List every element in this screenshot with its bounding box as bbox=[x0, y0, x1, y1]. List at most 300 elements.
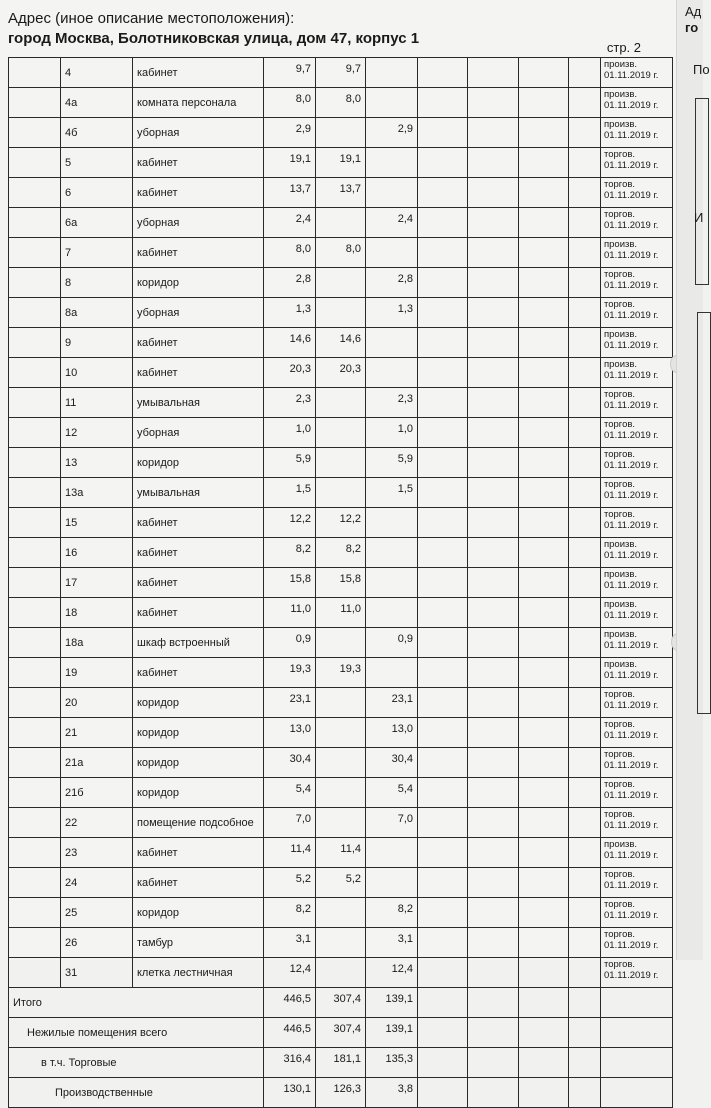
cell-blank bbox=[569, 688, 601, 718]
room-date: 01.11.2019 г. bbox=[604, 610, 659, 621]
room-purpose: торгов. bbox=[604, 389, 636, 400]
summary-total: 130,1 bbox=[264, 1078, 316, 1108]
room-date: 01.11.2019 г. bbox=[604, 70, 659, 81]
area-aux bbox=[366, 508, 418, 538]
area-aux bbox=[366, 88, 418, 118]
room-purpose: торгов. bbox=[604, 509, 636, 520]
cell-blank bbox=[418, 898, 468, 928]
area-total: 2,3 bbox=[264, 388, 316, 418]
cell-blank bbox=[418, 868, 468, 898]
room-purpose: торгов. bbox=[604, 179, 636, 190]
cell-blank bbox=[418, 148, 468, 178]
cell-blank bbox=[468, 778, 519, 808]
cell-blank bbox=[9, 298, 61, 328]
summary-aux: 135,3 bbox=[366, 1048, 418, 1078]
cell-blank bbox=[468, 208, 519, 238]
room-number: 11 bbox=[61, 388, 133, 418]
cell-blank bbox=[569, 898, 601, 928]
adjacent-page-text: го bbox=[685, 20, 699, 35]
room-date: 01.11.2019 г. bbox=[604, 340, 659, 351]
cell-blank bbox=[468, 178, 519, 208]
cell-blank bbox=[9, 958, 61, 988]
adjacent-page-text: Ад bbox=[685, 4, 702, 19]
room-name: коридор bbox=[133, 898, 264, 928]
room-purpose: торгов. bbox=[604, 299, 636, 310]
room-name: кабинет bbox=[133, 838, 264, 868]
room-number: 6а bbox=[61, 208, 133, 238]
cell-blank bbox=[569, 718, 601, 748]
summary-total: 446,5 bbox=[264, 988, 316, 1018]
cell-blank bbox=[418, 838, 468, 868]
cell-blank bbox=[519, 448, 569, 478]
area-total: 8,2 bbox=[264, 538, 316, 568]
area-main bbox=[316, 778, 366, 808]
room-name: уборная bbox=[133, 418, 264, 448]
room-name: кабинет bbox=[133, 148, 264, 178]
table-row bbox=[9, 208, 673, 238]
area-aux bbox=[366, 838, 418, 868]
cell-blank bbox=[519, 958, 569, 988]
cell-blank bbox=[468, 808, 519, 838]
table-row bbox=[9, 358, 673, 388]
cell-blank bbox=[569, 628, 601, 658]
table-row bbox=[9, 688, 673, 718]
area-aux bbox=[366, 538, 418, 568]
cell-blank bbox=[569, 508, 601, 538]
area-main bbox=[316, 748, 366, 778]
cell-blank bbox=[9, 148, 61, 178]
room-number: 31 bbox=[61, 958, 133, 988]
cell-blank bbox=[468, 748, 519, 778]
cell-blank bbox=[418, 808, 468, 838]
cell-blank bbox=[519, 208, 569, 238]
cell-blank bbox=[519, 388, 569, 418]
cell-blank bbox=[569, 958, 601, 988]
area-aux bbox=[366, 178, 418, 208]
adjacent-page-edge bbox=[676, 0, 710, 960]
cell-blank bbox=[569, 268, 601, 298]
cell-blank bbox=[418, 1048, 468, 1078]
room-number: 25 bbox=[61, 898, 133, 928]
room-number: 17 bbox=[61, 568, 133, 598]
room-note bbox=[601, 238, 673, 268]
room-purpose: произв. bbox=[604, 659, 638, 670]
room-name: кабинет bbox=[133, 178, 264, 208]
area-main bbox=[316, 958, 366, 988]
cell-blank bbox=[9, 328, 61, 358]
cell-blank bbox=[569, 328, 601, 358]
cell-blank bbox=[9, 58, 61, 88]
room-date: 01.11.2019 г. bbox=[604, 640, 659, 651]
table-row bbox=[9, 958, 673, 988]
table-row bbox=[9, 898, 673, 928]
cell-blank bbox=[468, 148, 519, 178]
room-date: 01.11.2019 г. bbox=[604, 550, 659, 561]
room-number: 18 bbox=[61, 598, 133, 628]
room-name: кабинет bbox=[133, 568, 264, 598]
table-row bbox=[9, 808, 673, 838]
room-purpose: торгов. bbox=[604, 149, 636, 160]
summary-label: в т.ч. Торговые bbox=[9, 1048, 264, 1078]
room-name: кабинет bbox=[133, 328, 264, 358]
cell-blank bbox=[468, 238, 519, 268]
cell-blank bbox=[468, 598, 519, 628]
summary-table-body bbox=[9, 988, 673, 1108]
room-date: 01.11.2019 г. bbox=[604, 250, 659, 261]
room-date: 01.11.2019 г. bbox=[604, 220, 659, 231]
room-note bbox=[601, 928, 673, 958]
cell-blank bbox=[9, 238, 61, 268]
summary-aux: 139,1 bbox=[366, 988, 418, 1018]
room-number: 13а bbox=[61, 478, 133, 508]
area-total: 3,1 bbox=[264, 928, 316, 958]
cell-blank bbox=[569, 808, 601, 838]
cell-blank bbox=[601, 1078, 673, 1108]
cell-blank bbox=[9, 88, 61, 118]
cell-blank bbox=[519, 568, 569, 598]
cell-blank bbox=[9, 268, 61, 298]
cell-blank bbox=[9, 508, 61, 538]
cell-blank bbox=[9, 928, 61, 958]
cell-blank bbox=[519, 1018, 569, 1048]
cell-blank bbox=[468, 388, 519, 418]
area-aux bbox=[366, 58, 418, 88]
room-date: 01.11.2019 г. bbox=[604, 670, 659, 681]
area-total: 8,2 bbox=[264, 898, 316, 928]
table-row bbox=[9, 418, 673, 448]
area-aux: 1,5 bbox=[366, 478, 418, 508]
table-row bbox=[9, 928, 673, 958]
cell-blank bbox=[418, 268, 468, 298]
cell-blank bbox=[418, 58, 468, 88]
room-purpose: торгов. bbox=[604, 899, 636, 910]
cell-blank bbox=[519, 778, 569, 808]
cell-blank bbox=[418, 748, 468, 778]
area-aux: 1,0 bbox=[366, 418, 418, 448]
area-aux: 8,2 bbox=[366, 898, 418, 928]
cell-blank bbox=[519, 718, 569, 748]
cell-blank bbox=[418, 88, 468, 118]
cell-blank bbox=[418, 298, 468, 328]
cell-blank bbox=[569, 238, 601, 268]
area-total: 11,4 bbox=[264, 838, 316, 868]
room-note bbox=[601, 598, 673, 628]
cell-blank bbox=[9, 478, 61, 508]
room-number: 26 bbox=[61, 928, 133, 958]
room-date: 01.11.2019 г. bbox=[604, 910, 659, 921]
room-number: 21 bbox=[61, 718, 133, 748]
room-name: коридор bbox=[133, 268, 264, 298]
area-main: 20,3 bbox=[316, 358, 366, 388]
room-date: 01.11.2019 г. bbox=[604, 760, 659, 771]
area-main bbox=[316, 208, 366, 238]
cell-blank bbox=[569, 178, 601, 208]
room-note bbox=[601, 88, 673, 118]
room-note bbox=[601, 958, 673, 988]
cell-blank bbox=[468, 958, 519, 988]
table-row bbox=[9, 388, 673, 418]
room-date: 01.11.2019 г. bbox=[604, 580, 659, 591]
room-note bbox=[601, 448, 673, 478]
area-main bbox=[316, 418, 366, 448]
area-total: 11,0 bbox=[264, 598, 316, 628]
cell-blank bbox=[569, 118, 601, 148]
room-date: 01.11.2019 г. bbox=[604, 940, 659, 951]
cell-blank bbox=[418, 448, 468, 478]
cell-blank bbox=[9, 808, 61, 838]
cell-blank bbox=[519, 748, 569, 778]
table-row bbox=[9, 328, 673, 358]
area-main: 12,2 bbox=[316, 508, 366, 538]
cell-blank bbox=[468, 328, 519, 358]
area-main bbox=[316, 628, 366, 658]
room-purpose: торгов. bbox=[604, 689, 636, 700]
room-date: 01.11.2019 г. bbox=[604, 400, 659, 411]
cell-blank bbox=[468, 1078, 519, 1108]
area-aux bbox=[366, 328, 418, 358]
room-note bbox=[601, 628, 673, 658]
summary-total: 316,4 bbox=[264, 1048, 316, 1078]
cell-blank bbox=[418, 688, 468, 718]
room-date: 01.11.2019 г. bbox=[604, 700, 659, 711]
cell-blank bbox=[601, 1018, 673, 1048]
cell-blank bbox=[9, 538, 61, 568]
cell-blank bbox=[9, 118, 61, 148]
room-name: коридор bbox=[133, 688, 264, 718]
area-main bbox=[316, 448, 366, 478]
room-number: 9 bbox=[61, 328, 133, 358]
room-name: уборная bbox=[133, 118, 264, 148]
summary-main: 307,4 bbox=[316, 988, 366, 1018]
room-date: 01.11.2019 г. bbox=[604, 820, 659, 831]
room-note bbox=[601, 208, 673, 238]
room-note bbox=[601, 148, 673, 178]
cell-blank bbox=[569, 658, 601, 688]
room-name: коридор bbox=[133, 778, 264, 808]
table-row bbox=[9, 148, 673, 178]
area-total: 13,7 bbox=[264, 178, 316, 208]
room-date: 01.11.2019 г. bbox=[604, 730, 659, 741]
area-total: 30,4 bbox=[264, 748, 316, 778]
cell-blank bbox=[418, 928, 468, 958]
cell-blank bbox=[519, 988, 569, 1018]
summary-aux: 139,1 bbox=[366, 1018, 418, 1048]
area-main: 11,0 bbox=[316, 598, 366, 628]
area-total: 1,3 bbox=[264, 298, 316, 328]
cell-blank bbox=[468, 358, 519, 388]
cell-blank bbox=[519, 88, 569, 118]
cell-blank bbox=[418, 478, 468, 508]
room-purpose: произв. bbox=[604, 119, 638, 130]
cell-blank bbox=[569, 1048, 601, 1078]
area-main: 19,1 bbox=[316, 148, 366, 178]
cell-blank bbox=[519, 328, 569, 358]
cell-blank bbox=[468, 298, 519, 328]
area-aux: 30,4 bbox=[366, 748, 418, 778]
area-aux: 7,0 bbox=[366, 808, 418, 838]
area-main bbox=[316, 688, 366, 718]
cell-blank bbox=[569, 208, 601, 238]
table-row bbox=[9, 448, 673, 478]
cell-blank bbox=[468, 478, 519, 508]
cell-blank bbox=[569, 418, 601, 448]
cell-blank bbox=[9, 748, 61, 778]
room-name: уборная bbox=[133, 298, 264, 328]
area-total: 5,9 bbox=[264, 448, 316, 478]
room-note bbox=[601, 178, 673, 208]
cell-blank bbox=[9, 778, 61, 808]
cell-blank bbox=[569, 598, 601, 628]
area-total: 1,0 bbox=[264, 418, 316, 448]
cell-blank bbox=[418, 1078, 468, 1108]
room-purpose: произв. bbox=[604, 89, 638, 100]
table-row bbox=[9, 628, 673, 658]
room-purpose: произв. bbox=[604, 359, 638, 370]
room-date: 01.11.2019 г. bbox=[604, 130, 659, 141]
area-main: 8,0 bbox=[316, 88, 366, 118]
area-main bbox=[316, 718, 366, 748]
cell-blank bbox=[468, 838, 519, 868]
room-date: 01.11.2019 г. bbox=[604, 790, 659, 801]
room-number: 8а bbox=[61, 298, 133, 328]
cell-blank bbox=[9, 448, 61, 478]
room-date: 01.11.2019 г. bbox=[604, 520, 659, 531]
area-total: 23,1 bbox=[264, 688, 316, 718]
area-main bbox=[316, 478, 366, 508]
table-row bbox=[9, 718, 673, 748]
room-note bbox=[601, 778, 673, 808]
area-main bbox=[316, 268, 366, 298]
area-main bbox=[316, 898, 366, 928]
area-aux bbox=[366, 568, 418, 598]
cell-blank bbox=[519, 1048, 569, 1078]
rooms-table-body bbox=[9, 58, 673, 988]
page-number: стр. 2 bbox=[606, 40, 641, 55]
room-note bbox=[601, 718, 673, 748]
room-number: 7 bbox=[61, 238, 133, 268]
room-purpose: торгов. bbox=[604, 269, 636, 280]
room-name: коридор bbox=[133, 718, 264, 748]
cell-blank bbox=[418, 118, 468, 148]
room-note bbox=[601, 898, 673, 928]
summary-main: 307,4 bbox=[316, 1018, 366, 1048]
cell-blank bbox=[9, 868, 61, 898]
cell-blank bbox=[569, 448, 601, 478]
cell-blank bbox=[9, 418, 61, 448]
area-total: 19,3 bbox=[264, 658, 316, 688]
cell-blank bbox=[519, 178, 569, 208]
room-name: кабинет bbox=[133, 598, 264, 628]
summary-aux: 3,8 bbox=[366, 1078, 418, 1108]
room-name: кабинет bbox=[133, 868, 264, 898]
room-date: 01.11.2019 г. bbox=[604, 880, 659, 891]
room-purpose: произв. bbox=[604, 539, 638, 550]
room-number: 4а bbox=[61, 88, 133, 118]
cell-blank bbox=[418, 328, 468, 358]
summary-row bbox=[9, 1048, 673, 1078]
room-name: коридор bbox=[133, 748, 264, 778]
cell-blank bbox=[519, 58, 569, 88]
cell-blank bbox=[519, 808, 569, 838]
table-row bbox=[9, 778, 673, 808]
summary-main: 181,1 bbox=[316, 1048, 366, 1078]
area-total: 2,9 bbox=[264, 118, 316, 148]
table-row bbox=[9, 58, 673, 88]
room-purpose: торгов. bbox=[604, 809, 636, 820]
adjacent-page-text: По bbox=[693, 62, 710, 77]
cell-blank bbox=[468, 1048, 519, 1078]
area-aux: 5,4 bbox=[366, 778, 418, 808]
room-purpose: торгов. bbox=[604, 929, 636, 940]
room-name: уборная bbox=[133, 208, 264, 238]
cell-blank bbox=[569, 838, 601, 868]
cell-blank bbox=[601, 1048, 673, 1078]
cell-blank bbox=[519, 118, 569, 148]
cell-blank bbox=[468, 628, 519, 658]
room-name: коридор bbox=[133, 448, 264, 478]
room-number: 18а bbox=[61, 628, 133, 658]
area-total: 9,7 bbox=[264, 58, 316, 88]
cell-blank bbox=[519, 508, 569, 538]
cell-blank bbox=[519, 238, 569, 268]
room-purpose: произв. bbox=[604, 629, 638, 640]
room-number: 19 bbox=[61, 658, 133, 688]
table-row bbox=[9, 568, 673, 598]
room-note bbox=[601, 388, 673, 418]
cell-blank bbox=[468, 928, 519, 958]
cell-blank bbox=[569, 778, 601, 808]
cell-blank bbox=[9, 598, 61, 628]
table-row bbox=[9, 838, 673, 868]
area-main: 15,8 bbox=[316, 568, 366, 598]
table-row bbox=[9, 178, 673, 208]
room-name: умывальная bbox=[133, 478, 264, 508]
cell-blank bbox=[519, 298, 569, 328]
room-number: 15 bbox=[61, 508, 133, 538]
cell-blank bbox=[569, 928, 601, 958]
cell-blank bbox=[519, 688, 569, 718]
cell-blank bbox=[468, 1018, 519, 1048]
room-note bbox=[601, 418, 673, 448]
table-row bbox=[9, 268, 673, 298]
room-note bbox=[601, 478, 673, 508]
summary-main: 126,3 bbox=[316, 1078, 366, 1108]
room-name: шкаф встроенный bbox=[133, 628, 264, 658]
room-name: клетка лестничная bbox=[133, 958, 264, 988]
room-purpose: торгов. bbox=[604, 479, 636, 490]
area-total: 7,0 bbox=[264, 808, 316, 838]
room-purpose: торгов. bbox=[604, 869, 636, 880]
cell-blank bbox=[519, 658, 569, 688]
area-main bbox=[316, 118, 366, 148]
area-main bbox=[316, 928, 366, 958]
cell-blank bbox=[9, 628, 61, 658]
cell-blank bbox=[569, 748, 601, 778]
cell-blank bbox=[9, 178, 61, 208]
cell-blank bbox=[418, 358, 468, 388]
area-total: 12,2 bbox=[264, 508, 316, 538]
area-aux: 2,3 bbox=[366, 388, 418, 418]
room-name: тамбур bbox=[133, 928, 264, 958]
room-purpose: торгов. bbox=[604, 419, 636, 430]
cell-blank bbox=[569, 538, 601, 568]
cell-blank bbox=[468, 988, 519, 1018]
room-date: 01.11.2019 г. bbox=[604, 100, 659, 111]
area-aux: 2,4 bbox=[366, 208, 418, 238]
room-number: 22 bbox=[61, 808, 133, 838]
room-purpose: произв. bbox=[604, 59, 638, 70]
cell-blank bbox=[9, 688, 61, 718]
